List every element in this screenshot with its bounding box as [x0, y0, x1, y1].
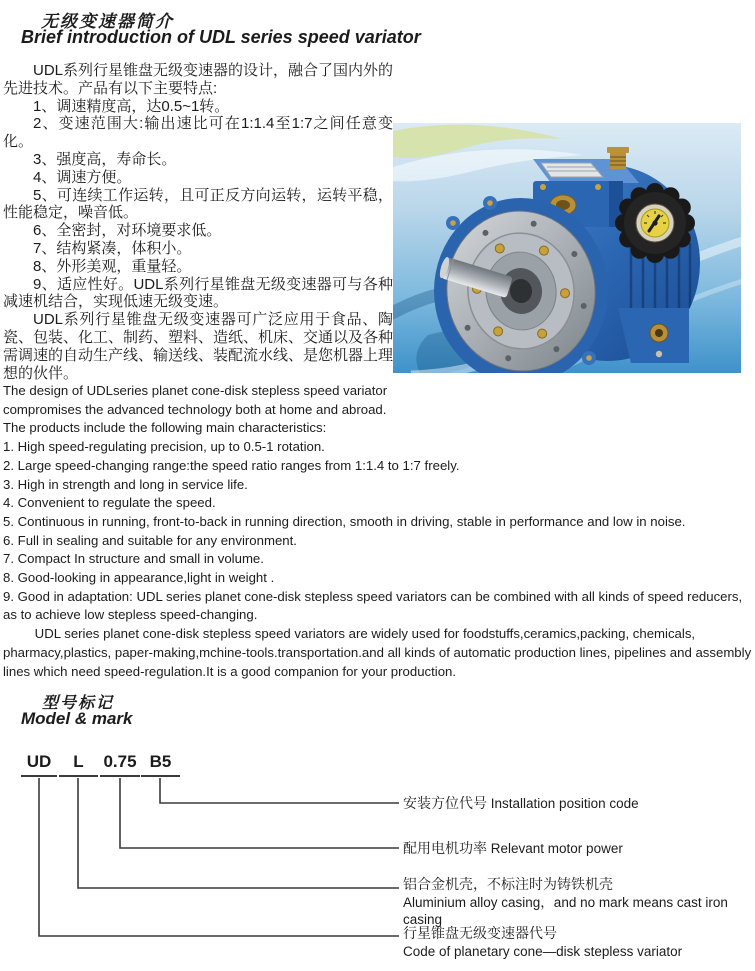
brass-plug-cap	[607, 147, 629, 153]
label-en: Aluminium alloy casing，and no mark means cast iron casing	[403, 894, 728, 927]
cn-feature-item: 4、调速方便。	[33, 168, 132, 186]
cn-feature-item: 2、变速范围大:输出速比可在1:1.4至1:7之间任意变化。	[3, 115, 393, 151]
en-feature-item: 2. Large speed-changing range:the speed ratio ranges from 1:1.4 to 1:7 freely.	[3, 457, 460, 473]
label-en: Relevant motor power	[490, 841, 623, 856]
en-line: The products include the following main characteristics:	[3, 420, 327, 436]
cn-feature-item: 5、可连续工作运转，且可正反方向运转，运转平稳，性能稳定，噪音低。	[3, 186, 393, 222]
leader-line-power	[120, 778, 399, 848]
code-label-variator-code	[403, 925, 743, 960]
cn-feature-item: 7、结构紧凑，体积小。	[33, 239, 192, 257]
cn-feature-item: 1、调速精度高，达0.5~1转。	[33, 97, 230, 115]
en-feature-item: 8. Good-looking in appearance,light in weight .	[3, 570, 275, 586]
english-intro	[3, 382, 753, 681]
leader-line-b5	[160, 778, 399, 803]
code-label-installation-position	[403, 795, 639, 813]
leader-line-series	[39, 778, 399, 936]
document-title-en: Brief introduction of UDL series speed variator	[21, 27, 421, 47]
en-feature-item: 7. Compact In structure and small in volume.	[3, 551, 264, 567]
en-feature-item: 4. Convenient to regulate the speed.	[3, 495, 216, 511]
label-cn: 安装方位代号	[403, 795, 487, 811]
en-line: The design of UDLseries planet cone-disk stepless speed variator	[3, 383, 388, 398]
cn-intro-paragraph: UDL系列行星锥盘无级变速器的设计，融合了国内外的先进技术。产品有以下主要特点:	[3, 62, 394, 97]
label-en: Code of planetary cone—disk stepless variator	[403, 943, 683, 959]
label-en: Installation position code	[490, 796, 639, 811]
model-mark-title-cn: 型号标记	[42, 695, 115, 712]
en-feature-item: 6. Full in sealing and suitable for any environment.	[3, 532, 297, 548]
product-photo	[393, 123, 741, 373]
cn-feature-item: 9、适应性好。UDL系列行星锥盘无级变速器可与各种减速机结合，实现低速无级变速。	[3, 275, 393, 311]
cn-feature-item: 8、外形美观，重量轻。	[33, 257, 192, 275]
model-code-power: 0.75	[100, 751, 140, 777]
leader-line-casing	[78, 778, 399, 888]
document-title-cn: 无级变速器简介	[41, 12, 174, 31]
label-cn: 配用电机功率	[403, 840, 487, 856]
code-label-motor-power	[403, 840, 623, 858]
en-line: compromises the advanced technology both at home and abroad.	[3, 401, 387, 417]
code-label-casing	[403, 876, 733, 929]
en-feature-item: 5. Continuous in running, front-to-back in running direction, smooth in driving, stable in performance and low in noise.	[3, 513, 686, 529]
en-feature-item: 9. Good in adaptation: UDL series planet cone-disk stepless speed variators can be combined with all kinds of speed reducers, as to achieve low stepless speed-changing.	[3, 588, 743, 623]
chinese-intro	[3, 62, 393, 382]
cn-feature-item: 6、全密封，对环境要求低。	[33, 222, 222, 240]
en-applications-paragraph: UDL series planet cone-disk stepless speed variators are widely used for foodstuffs,ceramics,packing, chemicals, pharmacy,plastics, paper-making,mchine-tools.transportation.and all kinds of automatic production lines, pipelines and assembly lines which need speed-regulation.It is a good companion for your production.	[3, 626, 752, 679]
label-cn: 铝合金机壳，不标注时为铸铁机壳	[403, 876, 613, 892]
model-code-series: UD	[21, 751, 57, 777]
model-mark-title-en: Model & mark	[21, 709, 133, 728]
cn-feature-item: 3、强度高，寿命长。	[33, 150, 177, 168]
model-code-position: B5	[141, 751, 180, 777]
model-code-casing: L	[59, 751, 98, 777]
cn-applications-paragraph: UDL系列行星锥盘无级变速器可广泛应用于食品、陶瓷、包装、化工、制药、塑料、造纸、机床、交通以及各种需调速的自动生产线、输送线、装配流水线、是您机器上理想的伙伴。	[3, 311, 394, 382]
en-feature-item: 3. High in strength and long in service life.	[3, 476, 248, 492]
label-cn: 行星锥盘无级变速器代号	[403, 925, 557, 941]
en-feature-item: 1. High speed-regulating precision, up to 0.5-1 rotation.	[3, 439, 325, 455]
